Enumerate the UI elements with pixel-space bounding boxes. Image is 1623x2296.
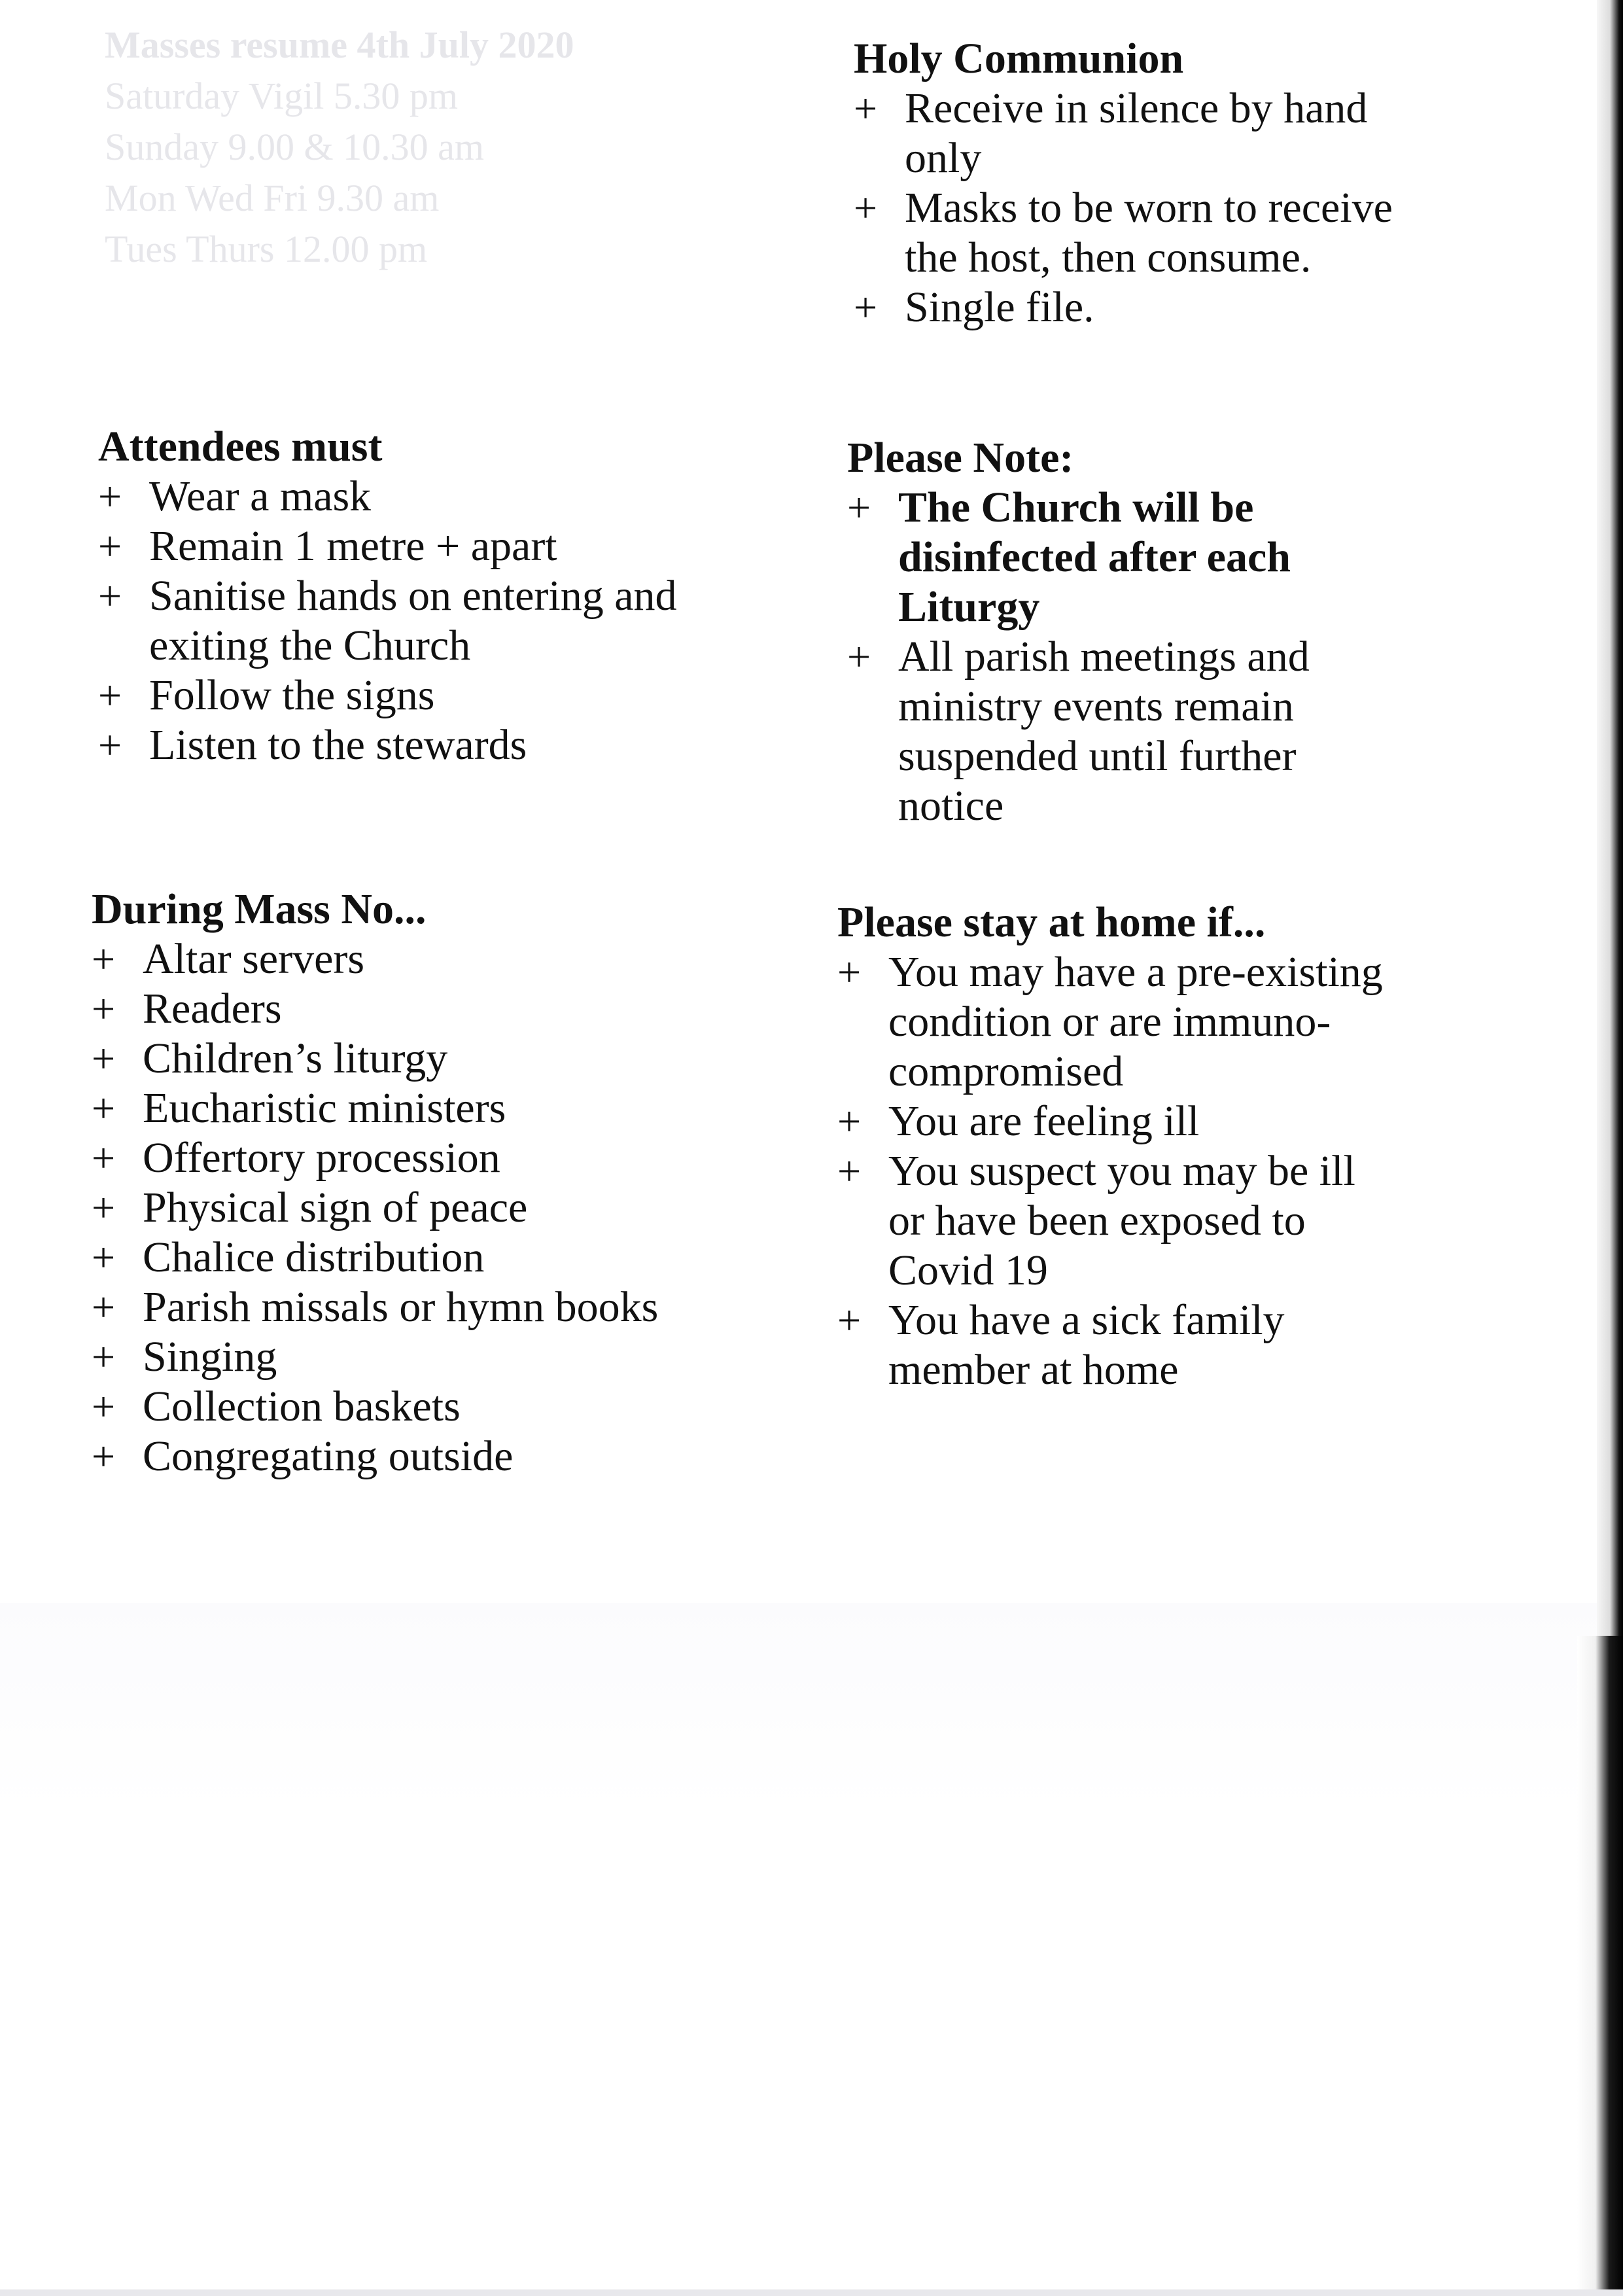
stay-home-section xyxy=(837,898,1400,1395)
list-item-text: Children’s liturgy xyxy=(143,1034,448,1082)
list-item xyxy=(854,183,1442,283)
list-item-text: Readers xyxy=(143,985,282,1033)
please-note-section xyxy=(847,433,1403,831)
list-item-text: Remain 1 metre + apart xyxy=(149,522,557,570)
plus-bullet: + xyxy=(837,1098,862,1144)
list-item-text: Masks to be worn to receive the host, then consume. xyxy=(905,184,1393,281)
plus-bullet: + xyxy=(837,1148,862,1194)
list-item xyxy=(92,1282,772,1332)
list-item xyxy=(92,1034,772,1084)
faded-title: Masses resume 4th July 2020 xyxy=(105,24,574,66)
plus-bullet: + xyxy=(847,484,871,531)
plus-bullet: + xyxy=(98,473,122,520)
plus-bullet: + xyxy=(92,1135,116,1181)
list-item-text: Sanitise hands on entering and exiting the Church xyxy=(149,572,677,669)
plus-bullet: + xyxy=(98,722,122,768)
list-item xyxy=(837,1097,1400,1146)
plus-bullet: + xyxy=(98,523,122,569)
list-item-text: Physical sign of peace xyxy=(143,1184,528,1231)
plus-bullet: + xyxy=(92,1035,116,1082)
list-item xyxy=(98,720,765,770)
list-item xyxy=(98,571,765,671)
attendees-heading: Attendees must xyxy=(98,423,383,470)
list-item-text: All parish meetings and ministry events remain suspended until further notice xyxy=(898,633,1310,830)
list-item-text: Altar servers xyxy=(143,935,365,983)
faded-line: Saturday Vigil 5.30 pm xyxy=(105,75,458,117)
plus-bullet: + xyxy=(854,85,878,132)
list-item xyxy=(92,1233,772,1282)
list-item xyxy=(98,521,765,571)
scan-bottom-edge xyxy=(0,2289,1623,2296)
faded-mass-times xyxy=(105,20,574,275)
list-item xyxy=(847,483,1403,632)
list-item-text: You suspect you may be ill or have been exposed to Covid 19 xyxy=(888,1147,1355,1294)
list-item-text: Congregating outside xyxy=(143,1432,514,1480)
holy-communion-section xyxy=(854,34,1442,332)
list-item xyxy=(92,984,772,1034)
plus-bullet: + xyxy=(854,284,878,330)
holy-communion-list xyxy=(854,84,1442,332)
list-item-text: Eucharistic ministers xyxy=(143,1084,506,1132)
holy-communion-heading: Holy Communion xyxy=(854,35,1184,82)
list-item xyxy=(837,1146,1400,1296)
list-item-text: You have a sick family member at home xyxy=(888,1296,1285,1394)
list-item xyxy=(92,1183,772,1233)
plus-bullet: + xyxy=(92,1433,116,1479)
list-item-text: Collection baskets xyxy=(143,1383,461,1430)
plus-bullet: + xyxy=(92,1184,116,1231)
list-item xyxy=(98,472,765,521)
plus-bullet: + xyxy=(92,936,116,982)
list-item-text: Follow the signs xyxy=(149,671,435,719)
plus-bullet: + xyxy=(847,633,871,680)
stay-home-heading: Please stay at home if... xyxy=(837,898,1266,946)
list-item-text: The Church will be disinfected after each Liturgy xyxy=(898,484,1291,631)
list-item xyxy=(92,1133,772,1183)
scan-background xyxy=(0,1603,1623,2296)
attendees-section xyxy=(98,422,765,770)
please-note-heading: Please Note: xyxy=(847,434,1074,482)
list-item-text: Listen to the stewards xyxy=(149,721,527,769)
list-item-text: Receive in silence by hand only xyxy=(905,84,1368,182)
plus-bullet: + xyxy=(92,1333,116,1380)
plus-bullet: + xyxy=(98,573,122,619)
list-item-text: Chalice distribution xyxy=(143,1233,485,1281)
list-item-text: Parish missals or hymn books xyxy=(143,1283,659,1331)
plus-bullet: + xyxy=(98,672,122,718)
list-item xyxy=(92,1382,772,1432)
during-mass-section xyxy=(92,885,772,1481)
faded-line: Tues Thurs 12.00 pm xyxy=(105,228,428,270)
list-item-text: Single file. xyxy=(905,283,1094,331)
plus-bullet: + xyxy=(837,949,862,995)
plus-bullet: + xyxy=(92,1085,116,1131)
plus-bullet: + xyxy=(92,1284,116,1330)
plus-bullet: + xyxy=(837,1297,862,1343)
list-item xyxy=(837,1296,1400,1395)
plus-bullet: + xyxy=(92,1234,116,1280)
list-item xyxy=(92,934,772,984)
list-item-text: Wear a mask xyxy=(149,472,372,520)
plus-bullet: + xyxy=(854,185,878,231)
please-note-list xyxy=(847,483,1403,831)
list-item xyxy=(98,671,765,720)
faded-line: Sunday 9.00 & 10.30 am xyxy=(105,126,484,168)
list-item xyxy=(847,632,1403,831)
list-item xyxy=(837,947,1400,1097)
list-item xyxy=(92,1084,772,1133)
list-item-text: Singing xyxy=(143,1333,277,1381)
during-mass-list xyxy=(92,934,772,1481)
list-item xyxy=(854,84,1442,183)
list-item-text: You may have a pre-existing condition or are immuno-compromised xyxy=(888,948,1383,1095)
faded-line: Mon Wed Fri 9.30 am xyxy=(105,177,440,219)
list-item xyxy=(854,283,1442,332)
during-mass-heading: During Mass No... xyxy=(92,885,427,933)
stay-home-list xyxy=(837,947,1400,1395)
plus-bullet: + xyxy=(92,1383,116,1430)
list-item xyxy=(92,1432,772,1481)
attendees-list xyxy=(98,472,765,770)
plus-bullet: + xyxy=(92,985,116,1032)
list-item xyxy=(92,1332,772,1382)
scan-right-edge-lower xyxy=(1577,1636,1623,2296)
list-item-text: Offertory procession xyxy=(143,1134,500,1182)
list-item-text: You are feeling ill xyxy=(888,1097,1200,1145)
